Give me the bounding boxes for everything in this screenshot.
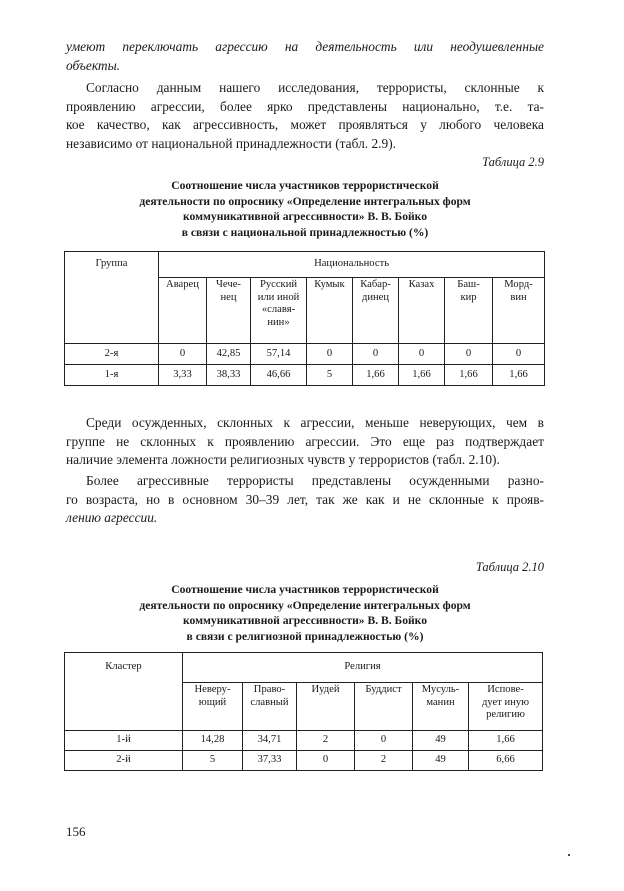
table-cell: 0 bbox=[297, 751, 355, 771]
column-header: Чече- нец bbox=[207, 278, 251, 344]
column-header: Иудей bbox=[297, 683, 355, 731]
table-cell: 5 bbox=[307, 365, 353, 386]
table-cell: 0 bbox=[159, 344, 207, 365]
table-cell: 2 bbox=[355, 751, 413, 771]
table-religion bbox=[64, 652, 543, 771]
paragraph-religion bbox=[66, 414, 544, 470]
column-header: Право- славный bbox=[243, 683, 297, 731]
table-cell: 0 bbox=[307, 344, 353, 365]
table-cell: 6,66 bbox=[469, 751, 543, 771]
column-header: Неверу- ющий bbox=[183, 683, 243, 731]
table-cell: 37,33 bbox=[243, 751, 297, 771]
column-header: Русский или иной «славя- нин» bbox=[251, 278, 307, 344]
table-cell: 1,66 bbox=[399, 365, 445, 386]
text-line: Более агрессивные террористы представлены осужденными разно- bbox=[86, 473, 544, 488]
column-header: Мусуль- манин bbox=[413, 683, 469, 731]
text-line: го возраста, но в основном 30–39 лет, так же как и не склонные к прояв- bbox=[66, 491, 544, 507]
table-cell: 34,71 bbox=[243, 731, 297, 751]
row-label: 2-я bbox=[65, 344, 159, 365]
table-caption: Таблица 2.10 bbox=[475, 560, 544, 574]
table-cell: 49 bbox=[413, 751, 469, 771]
table-cell: 57,14 bbox=[251, 344, 307, 365]
paragraph-national bbox=[66, 79, 544, 153]
row-label: 2-й bbox=[65, 751, 183, 771]
table-title-line: Соотношение числа участников террористической bbox=[171, 583, 439, 596]
column-header: Казах bbox=[399, 278, 445, 344]
text-line: независимо от национальной принадлежности (табл. 2.9). bbox=[66, 135, 397, 151]
row-label: 1-я bbox=[65, 365, 159, 386]
table-cell: 46,66 bbox=[251, 365, 307, 386]
table-cell: 0 bbox=[355, 731, 413, 751]
table-title-line: в связи с национальной принадлежностью (%) bbox=[181, 225, 429, 239]
group-header: Кластер bbox=[65, 653, 183, 731]
table-cell: 49 bbox=[413, 731, 469, 751]
table-cell: 14,28 bbox=[183, 731, 243, 751]
table-title-line: в связи с религиозной принадлежностью (%) bbox=[186, 629, 424, 643]
text-line: объекты. bbox=[66, 57, 120, 73]
table-title-line: коммуникативной агрессивности» В. В. Бойко bbox=[183, 210, 427, 223]
table-row bbox=[65, 731, 543, 751]
text-line: Среди осужденных, склонных к агрессии, меньше неверующих, чем в bbox=[86, 415, 544, 430]
table-cell: 42,85 bbox=[207, 344, 251, 365]
text-line: наличие элемента ложности религиозных чувств у террористов (табл. 2.10). bbox=[66, 452, 500, 467]
table-cell: 0 bbox=[399, 344, 445, 365]
table-nationality bbox=[64, 251, 545, 386]
table-row bbox=[65, 751, 543, 771]
text-line: лению агрессии. bbox=[66, 510, 158, 525]
row-label: 1-й bbox=[65, 731, 183, 751]
text-line: кое качество, как агрессивность, может проявляться у любого человека bbox=[66, 117, 544, 132]
religion-header: Религия bbox=[183, 653, 543, 683]
table-title bbox=[66, 582, 544, 644]
column-header: Буддист bbox=[355, 683, 413, 731]
table-cell: 3,33 bbox=[159, 365, 207, 386]
table-caption: Таблица 2.9 bbox=[482, 155, 544, 169]
table-title-line: деятельности по опроснику «Определение интегральных форм bbox=[139, 598, 471, 612]
table-row bbox=[65, 365, 545, 386]
table-cell: 38,33 bbox=[207, 365, 251, 386]
text-line: умеют переключать агрессию на деятельность или неодушевленные bbox=[66, 39, 544, 54]
table-title-line: Соотношение числа участников террористической bbox=[171, 179, 439, 192]
page-number: 156 bbox=[66, 824, 86, 839]
table-cell: 1,66 bbox=[493, 365, 545, 386]
column-header: Аварец bbox=[159, 278, 207, 344]
scan-speck bbox=[568, 854, 570, 856]
text-line: группе не склонных к проявлению агрессии. Это еще раз подтверждает bbox=[66, 433, 544, 449]
paragraph-continuation bbox=[66, 38, 544, 75]
table-cell: 0 bbox=[493, 344, 545, 365]
nationality-header: Национальность bbox=[159, 252, 545, 278]
column-header: Баш- кир bbox=[445, 278, 493, 344]
text-line: Согласно данным нашего исследования, террористы, склонные к bbox=[86, 80, 544, 95]
column-header: Кабар- динец bbox=[353, 278, 399, 344]
column-header: Морд- вин bbox=[493, 278, 545, 344]
table-cell: 1,66 bbox=[445, 365, 493, 386]
column-header: Испове- дует иную религию bbox=[469, 683, 543, 731]
table-cell: 0 bbox=[353, 344, 399, 365]
table-cell: 1,66 bbox=[469, 731, 543, 751]
group-header: Группа bbox=[65, 252, 159, 344]
table-title bbox=[66, 178, 544, 240]
table-cell: 0 bbox=[445, 344, 493, 365]
column-header: Кумык bbox=[307, 278, 353, 344]
table-title-line: коммуникативной агрессивности» В. В. Бойко bbox=[183, 614, 427, 627]
table-cell: 5 bbox=[183, 751, 243, 771]
table-row bbox=[65, 344, 545, 365]
table-cell: 2 bbox=[297, 731, 355, 751]
table-cell: 1,66 bbox=[353, 365, 399, 386]
paragraph-age bbox=[66, 472, 544, 528]
table-title-line: деятельности по опроснику «Определение интегральных форм bbox=[139, 194, 471, 208]
text-line: проявлению агрессии, более ярко представлены национально, т.е. та- bbox=[66, 98, 544, 114]
